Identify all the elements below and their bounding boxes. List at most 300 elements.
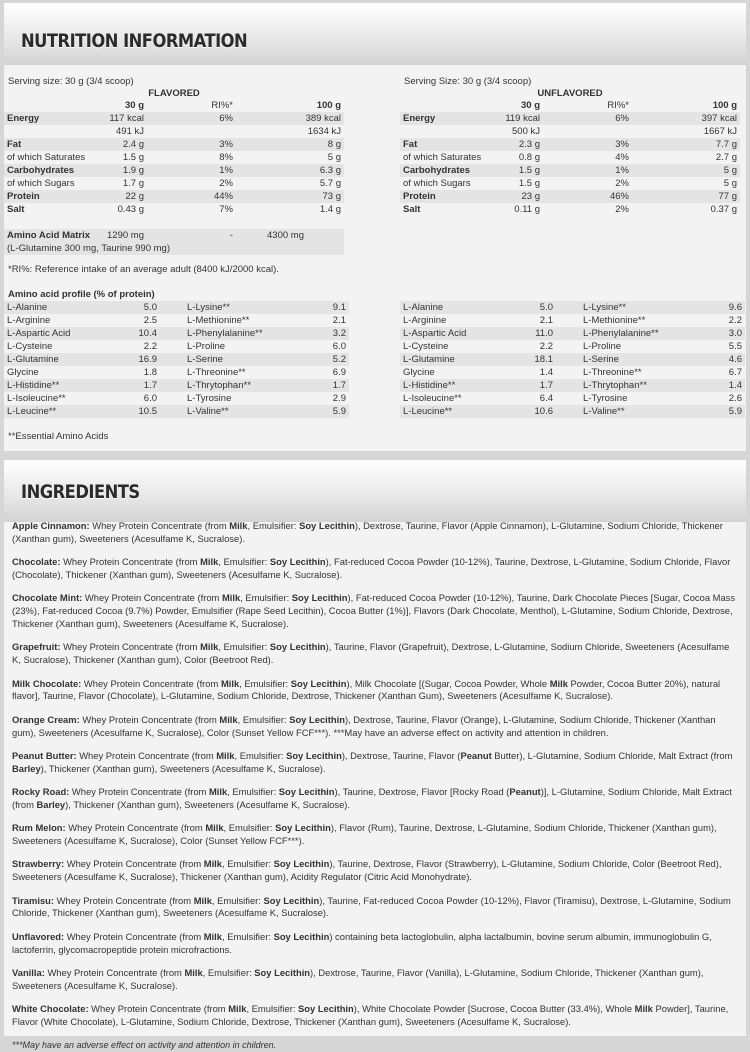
ingredient-text: Whey Protein Concentrate (from [66,858,204,870]
flavor-name: Rocky Road: [12,786,70,798]
ingredient-text: Whey Protein Concentrate (from [82,713,220,725]
aa-row [4,392,349,405]
per100-value: 7.7 g [715,139,737,150]
ri-footnote: *RI%: Reference intake of an average adult (8400 kJ/2000 kcal). [8,264,279,275]
allergen: Milk [203,930,222,942]
amino-matrix-label: Amino Acid Matrix [7,230,91,241]
ri-value: 44% [213,191,233,202]
aa-value: 1.8 [143,367,157,378]
aa-row [400,353,745,366]
aa-name: L-Isoleucine** [7,393,66,404]
nutrition-row [400,190,740,203]
serving-value: 0.43 g [117,204,144,215]
nutrient-label: Protein [403,191,436,202]
ingredient-text: ) containing beta lactoglobulin, alpha lactalbumin, bovine serum albumin, immunoglobulin G, lactoferrin, glycomacropeptide protein microfractions. [12,930,712,955]
unflavored-header: UNFLAVORED [537,88,603,99]
col-header-serving: 30 g [124,100,144,111]
aa-value: 2.1 [539,315,553,326]
flavored-nutrition-table [4,87,344,216]
aa-value: 16.9 [138,354,157,365]
aa-value: 2.9 [332,393,346,404]
flavor-name: Vanilla: [12,967,45,979]
aa-row [400,379,745,392]
ingredient-text: , Emulsifier: [211,894,264,906]
allergen: Milk [216,749,235,761]
ingredient-text: , Emulsifier: [227,786,279,798]
aa-value: 5.5 [728,341,742,352]
aa-name: L-Histidine** [7,380,60,391]
aa-value: 6.4 [539,393,553,404]
aa-name: L-Phenylalanine** [187,328,263,339]
aa-value: 10.5 [138,406,157,417]
flavor-name: Orange Cream: [12,713,80,725]
flavor-name: Unflavored: [12,930,65,942]
nutrition-row [4,138,344,151]
ingredient-text: , Emulsifier: [247,520,300,531]
amino-matrix-value: 1290 mg [107,230,144,241]
ingredient-text: , Emulsifier: [237,713,290,725]
aa-row [400,301,745,314]
serving-value: 2.4 g [122,139,144,150]
aa-name: L-Phenylalanine** [583,328,659,339]
aa-value: 2.2 [143,341,157,352]
serving-value: 119 kcal [505,113,540,124]
aa-name: L-Threonine** [187,367,246,378]
ingredient-entry [12,678,740,704]
ri-value: 7% [219,204,233,215]
aa-value: 10.6 [534,406,553,417]
ingredient-text: Whey Protein Concentrate (from [63,641,201,653]
allergen: Soy Lecithin [269,641,326,653]
unflavored-rows [400,112,740,216]
ingredient-text: Powder], Taurine, Flavor (White Chocolate), L-Glutamine, Sodium Chloride, Dextrose, Thickener (Xanthan gum), Sweeteners (Acesulfame K, Sucralose). [12,1003,729,1028]
aa-value: 6.7 [728,367,742,378]
ingredients-header [4,460,746,522]
ingredient-text: Whey Protein Concentrate (from [63,556,201,568]
serving-value: 1.5 g [518,178,540,189]
per100-value: 397 kcal [701,113,737,124]
aa-name: L-Proline [583,341,622,352]
serving-value: 0.8 g [518,152,540,163]
aa-value: 2.2 [728,315,742,326]
aa-name: L-Cysteine [7,341,53,352]
aa-value: 6.0 [332,341,346,352]
ingredient-text: Whey Protein Concentrate (from [84,592,222,604]
nutrition-row [400,164,740,177]
aa-value: 2.6 [728,393,742,404]
allergen: Milk [220,677,240,689]
aa-name: L-Cysteine [403,341,449,352]
allergen: Soy Lecithin [298,1003,354,1015]
nutrient-label: Protein [7,191,40,202]
aa-value: 10.4 [138,328,157,339]
ingredients-footnote: ***May have an adverse effect on activity and attention in children. [12,1040,277,1051]
ingredient-text: , Emulsifier: [240,592,292,604]
ingredient-entry [12,931,740,957]
ingredient-text: ), Milk Chocolate [(Sugar, Cocoa Powder, Whole [346,677,550,689]
allergen: Milk [221,592,241,604]
ingredients-panel [4,460,746,1051]
aa-name: L-Valine** [187,406,229,417]
aa-row [4,314,349,327]
ingredient-text: , Emulsifier: [239,677,291,689]
per100-value: 5 g [327,152,341,163]
flavored-header: FLAVORED [148,88,200,99]
aa-row [4,327,349,340]
ingredient-text: )], L-Glutamine, Sodium Chloride, Malt Extract (from [12,786,732,810]
allergen: Milk [203,858,222,870]
flavored-rows [4,112,344,216]
nutrition-row [4,112,344,125]
ingredient-text: ), Fat-reduced Cocoa Powder (10-12%), Taurine, Dark Chocolate Pieces [Sugar, Cocoa Mass (23%), Fat-reduced Cocoa (9.7%) Powder, Emulsifier (Rape Seed Lecithin), Cocoa Butter (1%)], Flavors (Dark Chocolate, Menthol), L-Glutamine, Sodium Chloride, Dextrose, Thickener (Xanthan gum), Sweeteners (Acesulfame K, Sucralose). [12,592,736,629]
allergen: Peanut [509,786,541,798]
allergen: Milk [184,967,203,979]
ingredient-text: ), Dextrose, Taurine, Flavor (Orange), L-Glutamine, Sodium Chloride, Thickener (Xanthan gum), Sweeteners (Acesulfame K, Sucralose), Color (Sunset Yellow FCF***). ***May have an adverse effect on activity and attention in children. [12,713,716,738]
aa-name: L-Alanine [403,302,444,313]
aa-value: 1.7 [332,380,346,391]
ingredient-entry [12,786,740,812]
allergen: Peanut [460,749,492,761]
unflavored-nutrition-table [400,87,740,216]
flavor-name: Chocolate Mint: [12,592,83,604]
nutrient-label: Energy [403,113,436,124]
allergen: Soy Lecithin [275,822,331,834]
aa-row [400,314,745,327]
nutrient-label: Fat [7,139,22,150]
amino-matrix-detail: (L-Glutamine 300 mg, Taurine 990 mg) [7,243,170,254]
ri-value: 3% [615,139,629,150]
aa-name: L-Arginine [403,315,447,326]
allergen: Milk [200,641,219,653]
ingredient-text: Butter), L-Glutamine, Sodium Chloride, Malt Extract (from [491,749,733,761]
per100-value: 1.4 g [319,204,341,215]
aa-value: 2.5 [143,315,157,326]
aa-value: 5.9 [728,406,742,417]
aa-name: L-Leucine** [7,406,57,417]
ingredient-text: Whey Protein Concentrate (from [71,786,209,798]
ingredient-entry [12,750,740,776]
ingredient-entry [12,822,740,848]
aa-value: 1.4 [539,367,553,378]
aa-row [4,340,349,353]
col-header-serving: 30 g [520,100,540,111]
aa-value: 1.7 [539,380,553,391]
aa-row [400,392,745,405]
nutrition-row [4,190,344,203]
aa-profile-title: Amino acid profile (% of protein) [8,289,155,300]
ingredient-entry [12,895,740,921]
nutrient-label: of which Saturates [7,152,86,163]
nutrient-label: Energy [7,113,40,124]
aa-name: L-Methionine** [583,315,646,326]
nutrition-title: NUTRITION INFORMATION [21,30,248,52]
ingredient-entry [12,858,740,884]
ingredient-text: , Emulsifier: [202,967,255,979]
ingredient-text: Whey Protein Concentrate (from [91,1003,229,1015]
ingredient-entry [12,592,740,630]
flavor-name: White Chocolate: [12,1003,89,1015]
aa-row [400,327,745,340]
allergen: Soy Lecithin [254,967,311,979]
nutrition-row [400,177,740,190]
ri-value: 8% [219,152,233,163]
aa-name: L-Tyrosine [583,393,628,404]
serving-value: 491 kJ [116,126,144,137]
ri-value: 46% [609,191,629,202]
ingredient-text: Whey Protein Concentrate (from [68,822,206,834]
ingredient-text: ), Taurine, Flavor (Grapefruit), Dextrose, L-Glutamine, Sodium Chloride, Sweeteners (Acesulfame K, Sucralose), Thickener (Xanthan gum), Color (Beetroot Red). [12,641,730,666]
ingredient-text: , Emulsifier: [246,1003,299,1015]
flavored-serving-size: Serving size: 30 g (3/4 scoop) [8,76,134,87]
aa-name: L-Histidine** [403,380,456,391]
allergen: Soy Lecithin [273,930,330,942]
aa-value: 3.2 [332,328,346,339]
per100-value: 5.7 g [319,178,341,189]
nutrition-row [4,164,344,177]
ingredient-entry [12,1003,740,1029]
ingredient-text: ), Dextrose, Taurine, Flavor (Apple Cinnamon), L-Glutamine, Sodium Chloride, Thickener (Xanthan gum), Sweeteners (Acesulfame K, Sucralose). [12,520,723,544]
aa-name: L-Serine [187,354,223,365]
ingredient-text: ), Taurine, Fat-reduced Cocoa Powder (10-12%), Flavor (Tiramisu), Dextrose, L-Glutamine, Sodium Chloride, Thickener (Xanthan gum), Sweeteners (Acesulfame K, Sucralose). [12,894,731,919]
aa-name: L-Serine [583,354,619,365]
aa-name: L-Glutamine [403,354,455,365]
ri-value: 2% [615,178,629,189]
nutrition-row [4,151,344,164]
aa-row [4,353,349,366]
serving-value: 1.5 g [518,165,540,176]
per100-value: 2.7 g [715,152,737,163]
col-header-100g: 100 g [712,100,737,111]
ingredient-entry [12,641,740,667]
nutrient-label: of which Sugars [7,178,75,189]
ri-value: 1% [219,165,233,176]
ingredient-text: , Emulsifier: [222,858,274,870]
ri-value: 2% [219,178,233,189]
ingredient-text: ), Taurine, Dextrose, Flavor [Rocky Road ( [334,786,510,798]
nutrition-row [4,177,344,190]
aa-value: 11.0 [535,328,553,339]
aa-row [4,366,349,379]
col-header-100g: 100 g [316,100,341,111]
ri-value: 2% [615,204,629,215]
ingredient-text: Whey Protein Concentrate (from [66,930,204,942]
aa-value: 2.1 [332,315,346,326]
allergen: Barley [12,762,41,774]
ingredient-entry [12,967,740,993]
nutrient-label: of which Saturates [403,152,482,163]
allergen: Milk [219,713,238,725]
per100-value: 0.37 g [710,204,737,215]
ingredient-text: ), Taurine, Dextrose, Flavor (Strawberry), L-Glutamine, Sodium Chloride, Color (Beetroot Red), Sweeteners (Acesulfame K, Sucralose), Thickener (Xanthan gum), Acidity Regulator (Citric Acid Monohydrate). [12,858,722,883]
ri-value: 6% [219,113,233,124]
aa-profile-flavored [4,301,349,418]
nutrient-label: Fat [403,139,418,150]
nutrition-panel [4,3,746,451]
ingredient-text: , Emulsifier: [221,930,274,942]
allergen: Soy Lecithin [291,592,348,604]
allergen: Milk [634,1003,653,1015]
ingredients-title: INGREDIENTS [21,481,140,503]
per100-value: 389 kcal [305,113,341,124]
allergen: Milk [228,1003,247,1015]
aa-profile-unflavored [400,301,745,418]
ri-value: 1% [615,165,629,176]
ingredient-text: ), Dextrose, Taurine, Flavor ( [341,749,461,761]
aa-value: 2.2 [539,341,553,352]
aa-value: 6.9 [332,367,346,378]
aa-value: 5.0 [143,302,157,313]
serving-value: 2.3 g [518,139,540,150]
aa-value: 1.7 [143,380,157,391]
aa-name: L-Valine** [583,406,625,417]
aa-name: Glycine [403,367,435,378]
ingredient-text: , Emulsifier: [234,749,287,761]
col-header-ri: RI%* [211,100,233,111]
serving-value: 117 kcal [109,113,144,124]
ingredient-entry [12,556,740,582]
aa-name: L-Lysine** [583,302,626,313]
ingredient-text: Whey Protein Concentrate (from [56,894,194,906]
flavor-name: Chocolate: [12,556,61,568]
aa-name: L-Isoleucine** [403,393,462,404]
aa-value: 5.0 [539,302,553,313]
allergen: Soy Lecithin [263,894,320,906]
allergen: Milk [549,677,568,689]
aa-row [4,301,349,314]
aa-name: Glycine [7,367,39,378]
nutrition-row [400,151,740,164]
aa-row [400,366,745,379]
nutrition-row [4,203,344,216]
per100-value: 73 g [322,191,341,202]
flavor-name: Rum Melon: [12,822,66,834]
ingredient-text: Whey Protein Concentrate (from [79,749,217,761]
aa-row [4,379,349,392]
essential-aa-footnote: **Essential Amino Acids [8,431,109,442]
aa-value: 1.4 [728,380,742,391]
amino-matrix-table [4,229,344,255]
aa-value: 6.0 [143,393,157,404]
allergen: Soy Lecithin [286,749,342,761]
allergen: Barley [36,798,66,810]
allergen: Milk [205,822,224,834]
aa-name: L-Thrytophan** [583,380,647,391]
ingredient-text: ), Flavor (Rum), Taurine, Dextrose, L-Glutamine, Sodium Chloride, Thickener (Xanthan gum), Sweeteners (Acesulfame K, Sucralose), Color (Sunset Yellow FCF***). [12,822,717,847]
ri-value: 3% [219,139,233,150]
flavor-name: Strawberry: [12,858,65,870]
per100-value: 5 g [723,165,737,176]
flavor-name: Tiramisu: [12,894,55,906]
aa-name: L-Lysine** [187,302,230,313]
serving-value: 0.11 g [514,204,540,215]
allergen: Soy Lecithin [289,713,345,725]
aa-row [400,340,745,353]
flavor-name: Milk Chocolate: [12,677,82,689]
nutrient-label: Carbohydrates [403,165,471,176]
ingredient-text: , Emulsifier: [218,556,270,568]
ingredient-text: , Emulsifier: [223,822,276,834]
per100-value: 5 g [723,178,737,189]
nutrition-row [400,203,740,216]
ingredient-entry [12,714,740,740]
aa-name: L-Alanine [7,302,48,313]
serving-value: 1.5 g [122,152,144,163]
per100-value: 8 g [327,139,341,150]
per100-value: 1667 kJ [703,126,737,137]
ri-value: 6% [615,113,629,124]
serving-value: 1.7 g [122,178,144,189]
aa-value: 9.1 [332,302,346,313]
nutrition-row [400,125,740,138]
aa-value: 4.6 [728,354,742,365]
ingredient-text: ), Fat-reduced Cocoa Powder (10-12%), Taurine, Dextrose, L-Glutamine, Sodium Chloride, Flavor (Chocolate), Thickener (Xanthan gum), Sweeteners (Acesulfame K, Sucralose). [12,556,731,580]
ingredient-entry [12,520,740,546]
aa-name: L-Threonine** [583,367,642,378]
ingredient-text: , Emulsifier: [218,641,270,653]
unflavored-serving-size: Serving Size: 30 g (3/4 scoop) [404,76,532,87]
aa-name: L-Tyrosine [187,393,232,404]
aa-value: 5.9 [332,406,346,417]
serving-value: 23 g [521,191,540,202]
allergen: Soy Lecithin [269,556,326,568]
nutrient-label: Salt [403,204,421,215]
amino-matrix-per100: 4300 mg [267,230,304,241]
aa-value: 5.2 [332,354,346,365]
col-header-ri: RI%* [607,100,629,111]
serving-value: 22 g [125,191,144,202]
allergen: Milk [193,894,212,906]
ingredient-text: ), Thickener (Xanthan gum), Sweeteners (Acesulfame K, Sucralose). [40,762,326,774]
allergen: Milk [200,556,219,568]
aa-name: L-Glutamine [7,354,59,365]
nutrient-label: Salt [7,204,25,215]
serving-value: 1.9 g [122,165,144,176]
allergen: Soy Lecithin [290,677,347,689]
nutrition-row [400,138,740,151]
allergen: Soy Lecithin [278,786,335,798]
ingredient-text: Whey Protein Concentrate (from [83,677,221,689]
nutrition-row [4,125,344,138]
aa-name: L-Thrytophan** [187,380,251,391]
aa-name: L-Aspartic Acid [7,328,71,339]
allergen: Soy Lecithin [299,520,355,531]
per100-value: 6.3 g [319,165,341,176]
aa-name: L-Aspartic Acid [403,328,467,339]
per100-value: 1634 kJ [307,126,341,137]
ingredient-text: Powder, Cocoa Butter 20%), natural flavor], Taurine, Flavor (Chocolate), L-Glutamine, Sodium Chloride, Dextrose, Thickener (Xanthan Gum), Sweeteners (Acesulfame K, Sucralose). [12,677,721,702]
per100-value: 77 g [718,191,737,202]
nutrient-label: Carbohydrates [7,165,75,176]
nutrition-row [400,112,740,125]
aa-value: 9.6 [728,302,742,313]
aa-row [4,405,349,418]
aa-name: L-Methionine** [187,315,250,326]
ingredient-text: ), Thickener (Xanthan gum), Sweeteners (Acesulfame K, Sucralose). [65,798,351,810]
ingredients-list [12,520,740,1052]
allergen: Milk [208,786,228,798]
aa-value: 3.0 [728,328,742,339]
ingredient-text: Whey Protein Concentrate (from [47,967,185,979]
allergen: Soy Lecithin [273,858,330,870]
allergen: Milk [229,520,248,531]
flavor-name: Peanut Butter: [12,749,77,761]
amino-matrix-ri: - [229,230,233,241]
ingredient-text: ), White Chocolate Powder [Sucrose, Cocoa Butter (33.4%), Whole [353,1003,635,1015]
aa-row [400,405,745,418]
nutrition-header [4,3,746,65]
aa-value: 18.1 [534,354,553,365]
ri-value: 4% [615,152,629,163]
